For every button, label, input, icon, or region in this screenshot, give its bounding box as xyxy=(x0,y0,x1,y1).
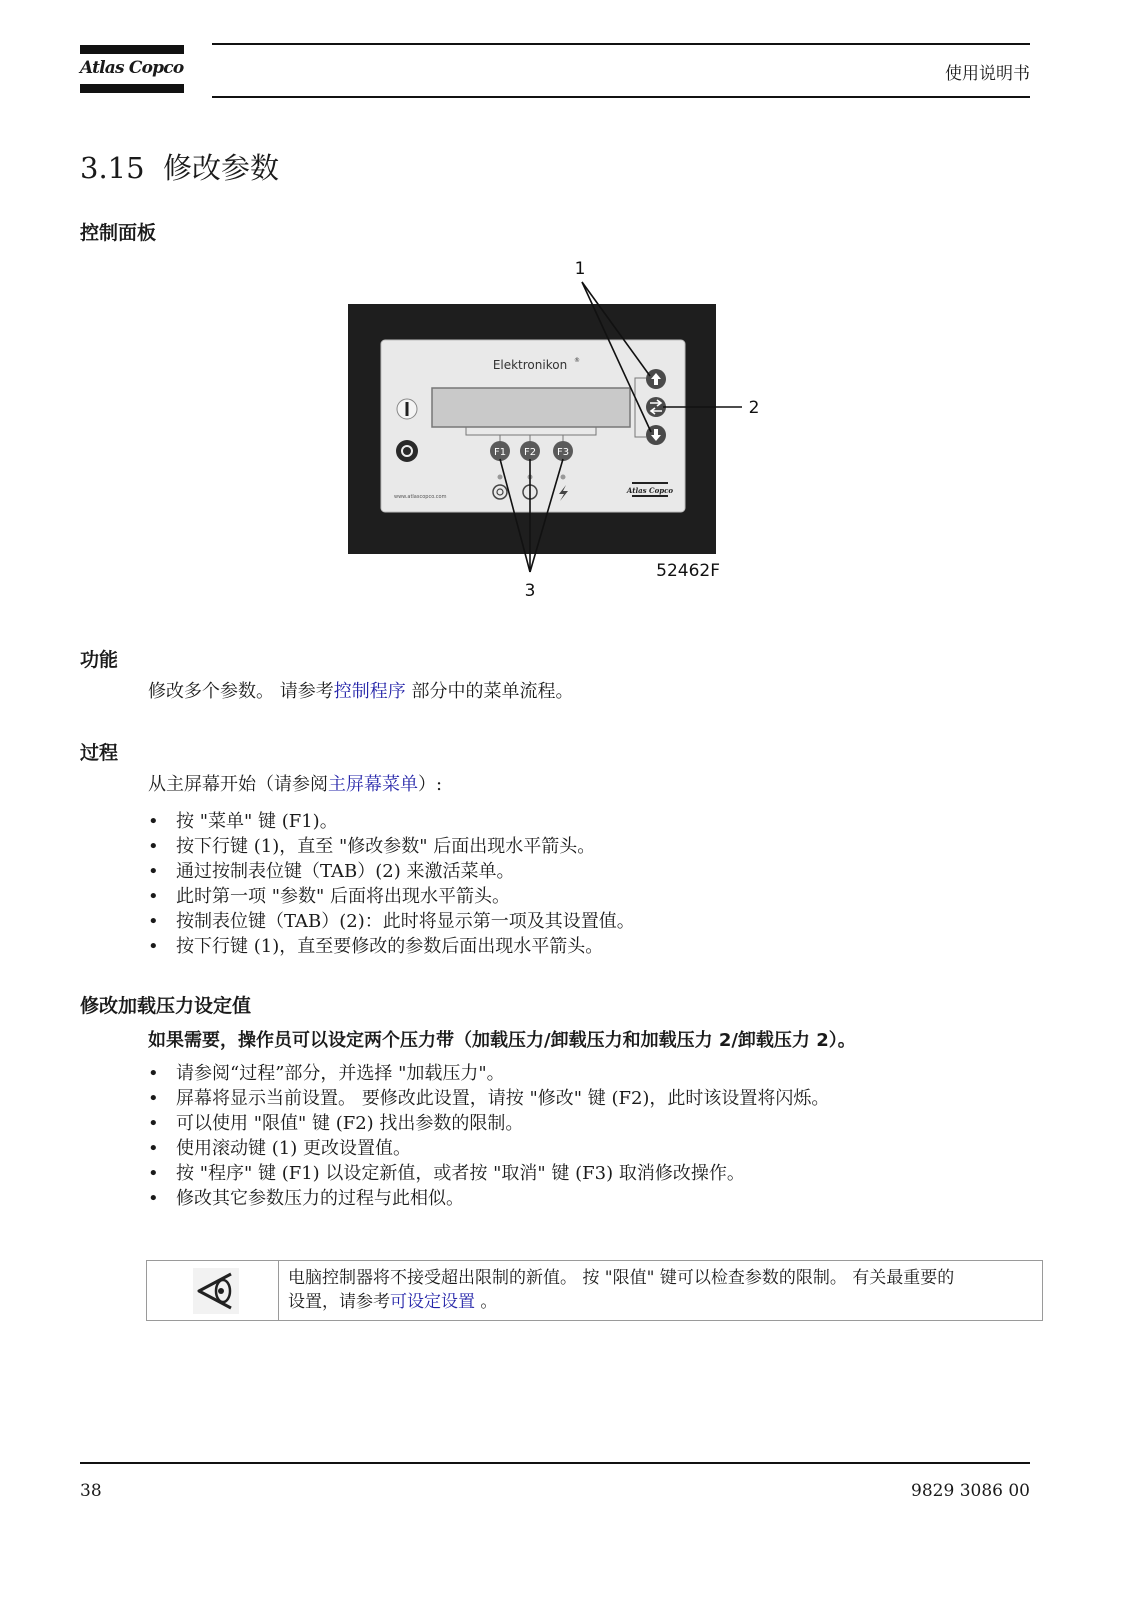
up-key[interactable] xyxy=(646,369,666,389)
panel-website: www.atlascopco.com xyxy=(394,494,447,500)
list-item: • 此时第一项 "参数" 后面将出现水平箭头。 xyxy=(146,884,635,909)
list-item: • 可以使用 "限值" 键 (F2) 找出参数的限制。 xyxy=(146,1111,829,1136)
list-item: • 按下行键 (1)，直至 "修改参数" 后面出现水平箭头。 xyxy=(146,834,635,859)
section-heading-function: 功能 xyxy=(80,649,119,671)
f3-key[interactable] xyxy=(553,441,573,461)
panel-logo: Atlas Copco xyxy=(626,486,674,495)
svg-text:F3: F3 xyxy=(556,447,570,458)
note-line-2 xyxy=(288,1290,954,1314)
list-item: • 修改其它参数压力的过程与此相似。 xyxy=(146,1186,829,1211)
note-line-1: 电脑控制器将不接受超出限制的新值。 按 "限值" 键可以检查参数的限制。 有关最重要的 xyxy=(288,1268,955,1288)
footer-rule xyxy=(80,1462,1030,1464)
eye-icon xyxy=(193,1268,239,1314)
section-heading-control-panel: 控制面板 xyxy=(80,222,157,244)
page-title: 3.15 修改参数 xyxy=(80,151,280,185)
list-item: • 请参阅“过程”部分，并选择 "加载压力"。 xyxy=(146,1061,829,1086)
svg-text:F1: F1 xyxy=(493,447,507,458)
page-number: 38 xyxy=(80,1481,102,1501)
svg-text:F2: F2 xyxy=(523,447,537,458)
stop-button[interactable] xyxy=(396,440,418,462)
list-item: • 按 "菜单" 键 (F1)。 xyxy=(146,809,635,834)
procedure-intro-after: ）: xyxy=(418,774,443,795)
link-settable-settings[interactable]: 可设定设置 xyxy=(390,1292,475,1312)
panel-brand-reg: ® xyxy=(574,357,580,364)
section-heading-load-pressure: 修改加载压力设定值 xyxy=(80,995,252,1017)
function-text-before: 修改多个参数。 请参考 xyxy=(148,681,334,702)
callout-2: 2 xyxy=(748,398,760,418)
function-text-after: 部分中的菜单流程。 xyxy=(405,681,574,702)
header-rule-bottom xyxy=(212,96,1030,98)
panel-brand-label: Elektronikon xyxy=(492,358,568,372)
link-main-screen-menu[interactable]: 主屏幕菜单 xyxy=(328,774,418,795)
f1-key[interactable] xyxy=(490,441,510,461)
note-text xyxy=(288,1266,954,1314)
note-line-2-after: 。 xyxy=(475,1292,498,1312)
function-text xyxy=(148,679,573,704)
note-icon-cell xyxy=(147,1261,279,1320)
doc-number: 9829 3086 00 xyxy=(911,1481,1030,1501)
logo-bar-top xyxy=(80,45,184,54)
doc-type: 使用说明书 xyxy=(945,64,1030,84)
procedure-intro xyxy=(148,772,442,797)
logo-bar-bottom xyxy=(80,84,184,93)
figure-code: 52462F xyxy=(656,561,720,581)
section-heading-procedure: 过程 xyxy=(80,742,119,764)
procedure-intro-before: 从主屏幕开始（请参阅 xyxy=(148,774,328,795)
list-item: • 屏幕将显示当前设置。 要修改此设置，请按 "修改" 键 (F2)，此时该设置将闪烁。 xyxy=(146,1086,829,1111)
load-pressure-emphasis: 如果需要，操作员可以设定两个压力带（加载压力/卸载压力和加载压力 2/卸载压力 2）。 xyxy=(148,1030,856,1051)
list-item: • 按 "程序" 键 (F1) 以设定新值，或者按 "取消" 键 (F3) 取消修改操作。 xyxy=(146,1161,829,1186)
load-pressure-steps xyxy=(146,1061,829,1211)
list-item: • 按下行键 (1)，直至要修改的参数后面出现水平箭头。 xyxy=(146,934,635,959)
link-control-program[interactable]: 控制程序 xyxy=(333,681,406,702)
lcd-display xyxy=(432,388,630,427)
callout-3: 3 xyxy=(524,581,536,601)
list-item: • 使用滚动键 (1) 更改设置值。 xyxy=(146,1136,829,1161)
procedure-steps xyxy=(146,809,635,959)
brand-logo: Atlas Copco xyxy=(80,58,184,78)
callout-1: 1 xyxy=(574,259,586,279)
f2-key[interactable] xyxy=(520,441,540,461)
control-panel-figure xyxy=(330,252,770,604)
note-box xyxy=(146,1260,1043,1321)
list-item: • 通过按制表位键（TAB）(2) 来激活菜单。 xyxy=(146,859,635,884)
list-item: • 按制表位键（TAB）(2)：此时将显示第一项及其设置值。 xyxy=(146,909,635,934)
note-line-2-before: 设置，请参考 xyxy=(288,1292,390,1312)
header-rule-top xyxy=(212,43,1030,45)
